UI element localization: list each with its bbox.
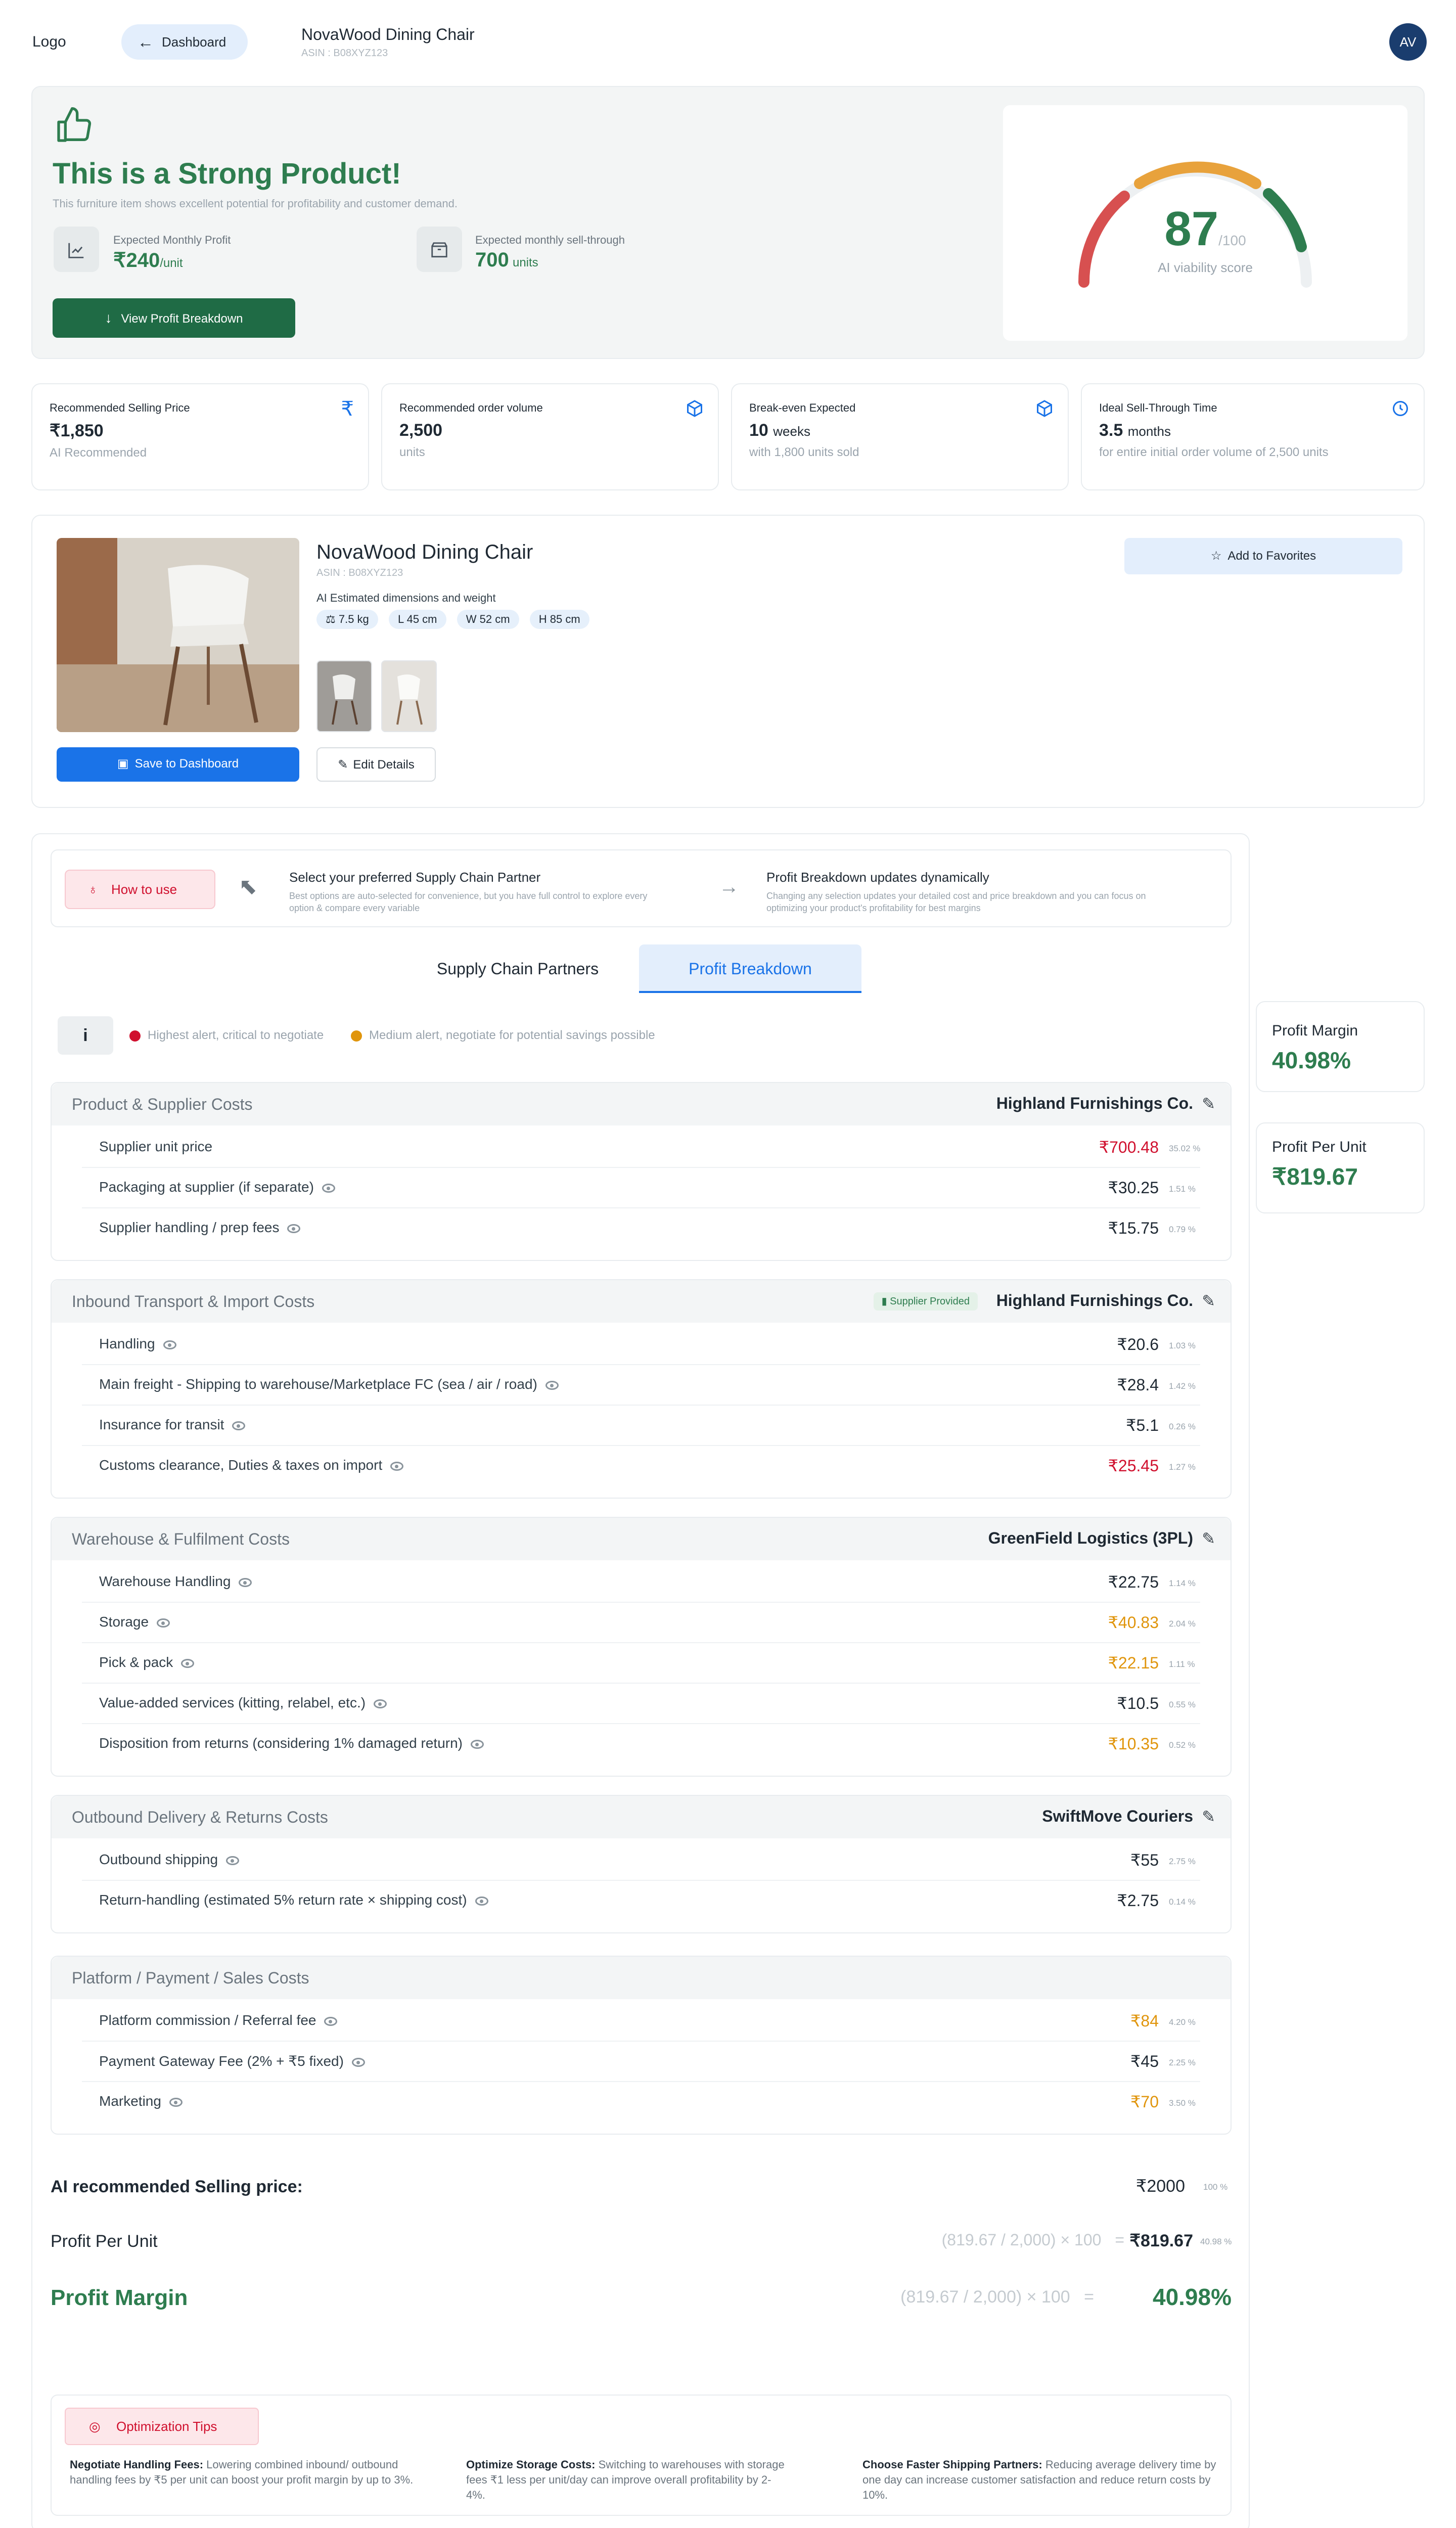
howto-step2-desc: Changing any selection updates your detailed cost and price breakdown and you can focus on optimizing your product's profitability for best margins [766,891,1146,913]
cost-section-header [52,1083,1231,1125]
width-pill: W 52 cm [457,610,519,629]
tip-1: Negotiate Handling Fees: Lowering combined inbound/ outbound handling fees by ₹5 per unit can boost your profit margin by up to 3%. [70,2458,414,2486]
cost-row-value: ₹2.75 [1117,1891,1159,1910]
cost-section-title: Warehouse & Fulfilment Costs [72,1530,290,1548]
score-label: AI viability score [1158,260,1253,275]
cost-row-percent: 35.02 % [1169,1144,1201,1153]
row-divider [82,1602,1200,1603]
eye-icon[interactable] [352,2058,365,2067]
thumbnail-2[interactable] [381,660,437,732]
cost-row-percent: 0.14 % [1169,1897,1196,1907]
bar-chart-icon: ▮ [881,1296,890,1307]
score-card [1003,105,1407,341]
howto-step2-title: Profit Breakdown updates dynamically [766,870,989,885]
cost-row-percent: 1.11 % [1169,1659,1195,1669]
cost-row-percent: 2.25 % [1169,2058,1196,2067]
cost-row-value: ₹15.75 [1108,1219,1159,1237]
cost-row-label: Handling [99,1336,176,1352]
box-icon [417,227,462,272]
bulb-icon: ♁ [88,882,98,897]
cost-row-percent: 2.04 % [1169,1619,1196,1629]
edit-partner-pencil-icon[interactable]: ✎ [1202,1095,1215,1113]
target-icon: ◎ [89,2419,101,2434]
eye-icon[interactable] [324,2017,337,2026]
eye-icon[interactable] [471,1740,484,1749]
row-divider [82,1207,1200,1208]
pm-label: Profit Margin [51,2285,188,2310]
howto-step1-desc: Best options are auto-selected for convenience, but you have full control to explore every option & compare every variable [289,891,648,913]
cost-row-percent: 1.03 % [1169,1341,1196,1350]
sp-pct: 100 % [1203,2182,1228,2192]
sellthrough-value: 700 units [475,249,538,271]
eye-icon[interactable] [239,1578,252,1587]
sp-label: AI recommended Selling price: [51,2177,303,2196]
pm-formula: (819.67 / 2,000) × 100 = [900,2287,1094,2307]
cost-row-percent: 1.51 % [1169,1184,1196,1194]
cost-row-label: Platform commission / Referral fee [99,2012,337,2028]
eye-icon[interactable] [390,1462,403,1471]
row-divider [82,1167,1200,1168]
cost-row-label: Marketing [99,2093,183,2109]
cost-row-label: Storage [99,1614,170,1630]
clock-icon [1391,399,1409,421]
cost-row-value: ₹55 [1130,1851,1159,1869]
cost-row-percent: 1.14 % [1169,1578,1196,1588]
legend-orange: Medium alert, negotiate for potential savings possible [351,1028,655,1043]
cursor-icon: ⬉ [239,874,257,899]
row-divider [82,1683,1200,1684]
profit-value: ₹240/unit [113,249,183,272]
cost-row-percent: 0.79 % [1169,1225,1196,1234]
thumbnail-1[interactable] [316,660,372,732]
cost-row-label: Outbound shipping [99,1852,239,1868]
cost-section [51,1956,1232,2135]
cost-row-percent: 1.42 % [1169,1381,1196,1391]
cost-row-value: ₹10.35 [1108,1735,1159,1753]
cost-section-partner[interactable]: Highland Furnishings Co. [996,1291,1193,1310]
cost-row-label: Supplier handling / prep fees [99,1220,300,1236]
edit-details-button[interactable]: ✎ Edit Details [316,747,436,782]
view-profit-breakdown-button[interactable]: ↓ View Profit Breakdown [53,298,295,338]
length-pill: L 45 cm [389,610,446,629]
tip-2: Optimize Storage Costs: Switching to warehouses with storage fees ₹1 less per unit/day can improve overall profitability by 2-4%. [466,2458,785,2501]
row-divider [82,1364,1200,1365]
product-asin: ASIN : B08XYZ123 [316,567,403,578]
avatar[interactable]: AV [1389,23,1427,61]
cost-section-title: Inbound Transport & Import Costs [72,1292,315,1311]
cost-row-value: ₹30.25 [1108,1179,1159,1197]
legend-red: Highest alert, critical to negotiate [129,1028,324,1043]
product-image [57,538,299,732]
weight-icon: ⚖ [326,613,336,625]
save-icon: ▣ [117,757,129,771]
eye-icon[interactable] [374,1699,387,1708]
breakdown-card [31,833,1250,2528]
cost-row-value: ₹25.45 [1108,1457,1159,1475]
pencil-icon: ✎ [338,758,348,772]
cost-section-title: Platform / Payment / Sales Costs [72,1969,309,1987]
cost-section [51,1279,1232,1499]
edit-partner-pencil-icon[interactable]: ✎ [1202,1808,1215,1826]
cost-row-value: ₹28.4 [1117,1376,1159,1394]
stat-selling-price: Recommended Selling Price ₹1,850 AI Recommended ₹ [31,383,369,490]
dims-pills [316,610,597,629]
weight-pill: ⚖ 7.5 kg [316,610,378,629]
score-value: 87/100 [1164,202,1246,256]
cost-row-value: ₹700.48 [1099,1138,1159,1156]
stat-break-even: Break-even Expected 10 weeks with 1,800 units sold [731,383,1069,490]
cost-row-label: Customs clearance, Duties & taxes on import [99,1457,403,1473]
ppu-pct: 40.98 % [1200,2237,1232,2246]
sp-value: ₹2000 [1135,2177,1185,2196]
cost-row-value: ₹45 [1130,2052,1159,2070]
cost-section-partner[interactable]: Highland Furnishings Co. [996,1094,1193,1112]
howto-button[interactable]: ♁ How to use [65,870,215,909]
eye-icon[interactable] [226,1856,239,1865]
row-divider [82,2081,1200,2082]
stat-sell-through: Ideal Sell-Through Time 3.5 months for entire initial order volume of 2,500 units [1081,383,1425,490]
tip-3: Choose Faster Shipping Partners: Reducing average delivery time by one day can increase customer satisfaction and reduce return costs by 10%. [862,2458,1216,2501]
row-divider [82,1880,1200,1881]
cost-section [51,1082,1232,1261]
ppu-label: Profit Per Unit [51,2232,158,2251]
cost-row-label: Disposition from returns (considering 1% damaged return) [99,1735,484,1751]
cost-section-header [52,1280,1231,1323]
cost-row-label: Pick & pack [99,1654,194,1671]
cost-section-partner[interactable]: SwiftMove Couriers [1042,1807,1193,1825]
optimization-tips [51,2395,1232,2516]
pm-value: 40.98% [1152,2284,1232,2310]
cost-row-percent: 4.20 % [1169,2017,1196,2027]
row-divider [82,1405,1200,1406]
cost-row-value: ₹84 [1130,2012,1159,2030]
cost-row-value: ₹22.75 [1108,1573,1159,1591]
eye-icon[interactable] [475,1897,488,1906]
hero-card [31,86,1425,359]
cost-sections [51,834,1232,2528]
cost-row-value: ₹20.6 [1117,1335,1159,1353]
logo: Logo [32,33,66,50]
profit-label: Expected Monthly Profit [113,234,231,246]
edit-partner-pencil-icon[interactable]: ✎ [1202,1292,1215,1310]
cost-section [51,1517,1232,1777]
dashboard-button[interactable]: ← Dashboard [121,24,248,60]
cost-row-value: ₹10.5 [1117,1694,1159,1712]
hero-subtitle: This furniture item shows excellent potential for profitability and customer demand. [53,197,458,210]
cost-row-percent: 1.27 % [1169,1462,1196,1472]
sellthrough-label: Expected monthly sell-through [475,234,625,246]
cost-row-label: Payment Gateway Fee (2% + ₹5 fixed) [99,2053,365,2069]
eye-icon[interactable] [157,1618,170,1628]
cost-row-percent: 0.26 % [1169,1422,1196,1431]
cost-row-percent: 3.50 % [1169,2098,1196,2108]
cost-row-value: ₹5.1 [1126,1416,1159,1434]
arrow-down-icon: ↓ [105,310,112,326]
cost-section-title: Product & Supplier Costs [72,1095,253,1113]
dims-label: AI Estimated dimensions and weight [316,592,496,604]
cost-row-percent: 0.55 % [1169,1700,1196,1709]
supplier-provided-badge: ▮ Supplier Provided [874,1292,978,1311]
row-divider [82,1723,1200,1724]
cost-row-label: Main freight - Shipping to warehouse/Marketplace FC (sea / air / road) [99,1376,559,1392]
ppu-formula: (819.67 / 2,000) × 100 = [941,2231,1124,2249]
cost-row-percent: 0.52 % [1169,1740,1196,1750]
ppu-value: ₹819.67 [1129,2231,1193,2250]
cube-icon [686,399,704,421]
side-profit-margin: Profit Margin 40.98% [1256,1001,1425,1092]
eye-icon[interactable] [545,1381,559,1390]
header-asin: ASIN : B08XYZ123 [301,48,388,59]
cost-row-value: ₹22.15 [1108,1654,1159,1672]
add-to-favorites-button[interactable]: ☆ Add to Favorites [1124,538,1402,574]
cost-section-partner[interactable]: GreenField Logistics (3PL) [988,1529,1193,1547]
cost-row-label: Insurance for transit [99,1417,245,1433]
row-divider [82,2041,1200,2042]
eye-icon[interactable] [287,1224,300,1233]
eye-icon[interactable] [163,1340,176,1349]
arrow-right-icon: → [719,876,739,898]
chart-icon [54,227,99,272]
cost-row-label: Return-handling (estimated 5% return rate × shipping cost) [99,1892,488,1908]
cost-section-title: Outbound Delivery & Returns Costs [72,1808,328,1826]
eye-icon[interactable] [322,1184,335,1193]
side-profit-per-unit: Profit Per Unit ₹819.67 [1256,1122,1425,1213]
eye-icon[interactable] [169,2098,183,2107]
header-product-title: NovaWood Dining Chair [301,25,475,43]
tab-profit-breakdown[interactable]: Profit Breakdown [639,944,861,993]
cost-row-percent: 2.75 % [1169,1857,1196,1866]
product-name: NovaWood Dining Chair [316,541,533,563]
cost-section-header [52,1796,1231,1838]
optimization-tips-button[interactable]: ◎ Optimization Tips [65,2408,259,2445]
cube-icon [1035,399,1054,421]
eye-icon[interactable] [181,1659,194,1668]
edit-partner-pencil-icon[interactable]: ✎ [1202,1529,1215,1548]
tab-supply-chain-partners[interactable]: Supply Chain Partners [436,960,599,978]
cost-row-label: Packaging at supplier (if separate) [99,1179,335,1195]
howto-step1-title: Select your preferred Supply Chain Partner [289,870,541,885]
save-to-dashboard-button[interactable]: ▣ Save to Dashboard [57,747,299,782]
rupee-icon: ₹ [341,398,354,420]
row-divider [82,1642,1200,1643]
info-icon[interactable]: i [58,1016,113,1055]
cost-row-label: Supplier unit price [99,1139,213,1154]
cost-section-header [52,1957,1231,1999]
cost-section [51,1795,1232,1933]
row-divider [82,1445,1200,1446]
cost-section-header [52,1518,1231,1560]
thumbs-up-icon [54,105,94,149]
cost-row-label: Warehouse Handling [99,1573,252,1590]
hero-title: This is a Strong Product! [53,157,401,190]
height-pill: H 85 cm [530,610,589,629]
arrow-left-icon: ← [138,33,154,51]
cost-row-value: ₹70 [1130,2093,1159,2111]
cost-row-label: Value-added services (kitting, relabel, etc.) [99,1695,387,1711]
star-icon: ☆ [1210,549,1222,563]
product-card [31,515,1425,808]
eye-icon[interactable] [232,1421,245,1430]
cost-row-value: ₹40.83 [1108,1613,1159,1632]
stat-order-volume: Recommended order volume 2,500 units [381,383,719,490]
